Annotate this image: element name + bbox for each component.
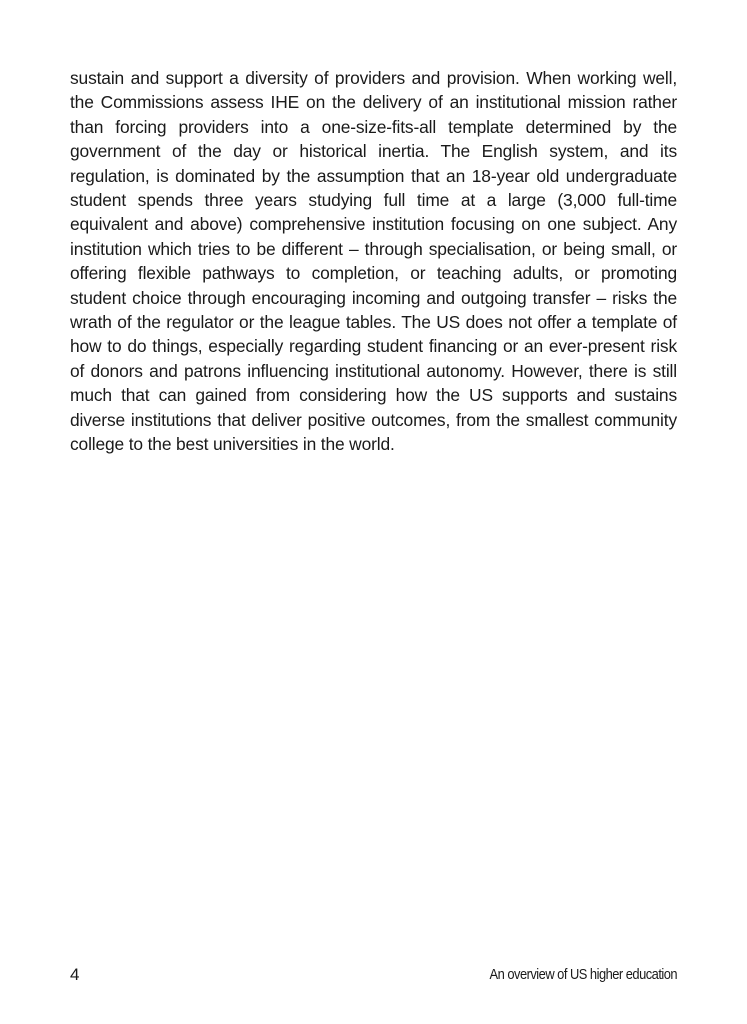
page-number: 4: [70, 965, 80, 984]
page-footer: [70, 962, 677, 988]
body-paragraph: sustain and support a diversity of providers and provision. When working well, the Commissions assess IHE on the delivery of an institutional mission rather than forcing providers into a one-size-fits-all template determined by the government of the day or historical inertia. The English system, and its regulation, is dominated by the assumption that an 18-year old undergraduate student spends three years studying full time at a large (3,000 full-time equivalent and above) comprehensive institution focusing on one subject. Any institution which tries to be different – through specialisation, or being small, or offering flexible pathways to completion, or teaching adults, or promoting student choice through encouraging incoming and outgoing transfer – risks the wrath of the regulator or the league tables. The US does not offer a template of how to do things, especially regarding student financing or an ever-present risk of donors and patrons influencing institutional autonomy. However, there is still much that can gained from considering how the US supports and sustains diverse institutions that deliver positive outcomes, from the smallest community college to the best universities in the world.: [70, 68, 677, 455]
running-title: An overview of US higher education: [489, 966, 677, 983]
